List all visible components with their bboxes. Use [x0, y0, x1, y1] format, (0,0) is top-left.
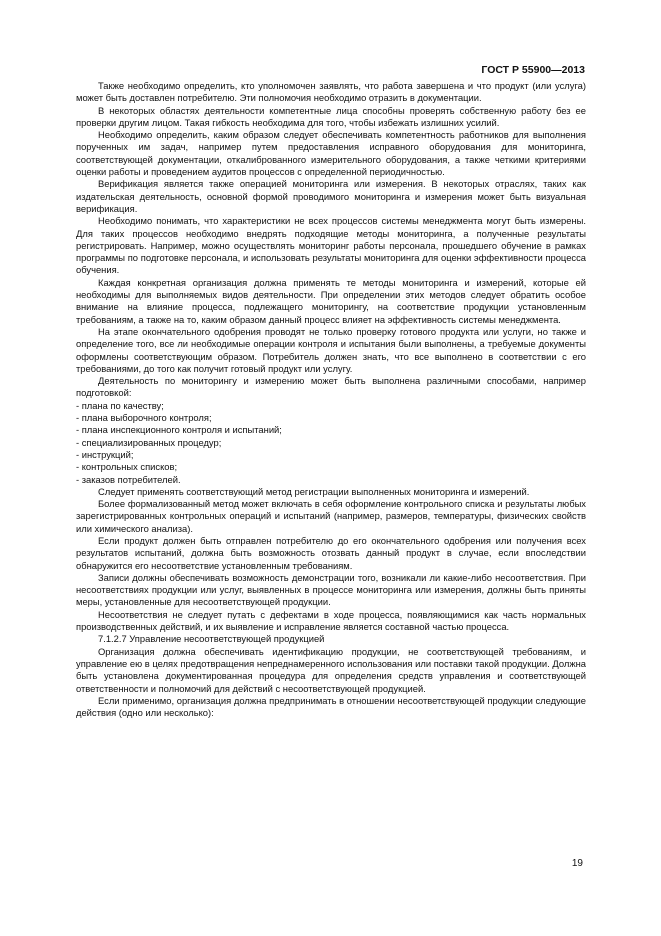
list-item: - плана выборочного контроля; [76, 412, 212, 424]
paragraph: Также необходимо определить, кто уполномочен заявлять, что работа завершена и что продукт (или услуга) может быть доставлен потребителю. Эти полномочия необходимо отразить в документации. [76, 80, 586, 104]
paragraph: Более формализованный метод может включать в себя оформление контрольного списка и результаты любых зарегистрированных контрольных операций и испытаний (например, размеров, температуры, физических свойств или химического анализа). [76, 498, 586, 534]
paragraph: Необходимо определить, каким образом следует обеспечивать компетентность работников для выполнения порученных им задач, например путем предоставления исправного оборудования для мониторинга, соответствующей документации, откалиброванного измерительного оборудования, а также четкими критериями оценки работы и проведением аудитов процессов с определенной периодичностью. [76, 129, 586, 178]
paragraph: Несоответствия не следует путать с дефектами в ходе процесса, появляющимися как часть нормальных производственных действий, и их выявление и исправление является составной частью процесса. [76, 608, 586, 633]
paragraph: Если продукт должен быть отправлен потребителю до его окончательного одобрения или получения всех результатов испытаний, должна быть возможность отозвать данный продукт в случае, если впоследствии обнаружится его несоответствие установленным требованиям. [76, 534, 586, 571]
paragraph: Организация должна обеспечивать идентификацию продукции, не соответствующей требованиям, и управление ею в целях предотвращения непреднамеренного использования или поставки такой продукции. Должна быть установлена документированная процедура для определения средств управления и соответствующей ответственности и полномочий для действий с несоответствующей продукцией. [76, 645, 586, 694]
list-item: - контрольных списков; [76, 461, 178, 473]
paragraph: Верификация является также операцией мониторинга или измерения. В некоторых отраслях, таких как издательская деятельность, основной формой проводимого мониторинга и измерения может быть визуальная верификация. [76, 178, 586, 214]
list-item: - инструкций; [76, 448, 134, 460]
paragraph: Записи должны обеспечивать возможность демонстрации того, возникали ли какие-либо несоответствия. При несоответствиях продукции или услуг, выявленных в процессе мониторинга или измерения, должны быть приняты меры, установленные для несоответствующей продукции. [76, 571, 586, 608]
paragraph: Каждая конкретная организация должна применять те методы мониторинга и измерений, которые ей необходимы для выполняемых видов деятельности. При определении этих методов следует обратить особое внимание на влияние процесса, подлежащего мониторингу, на соответствие продукции установленным требованиям, а также на то, каким образом данный процесс влияет на эффективность системы менеджмента. [76, 276, 586, 325]
paragraph: Деятельность по мониторингу и измерению может быть выполнена различными способами, например подготовкой: [76, 375, 586, 399]
document-header: ГОСТ Р 55900—2013 [481, 64, 585, 76]
list-item: - заказов потребителей. [76, 473, 181, 485]
bullet-list [76, 400, 586, 486]
paragraph: Необходимо понимать, что характеристики не всех процессов системы менеджмента могут быть измерены. Для таких процессов необходимо внедрять подходящие методы мониторинга, а полученные результаты регистрировать. Например, можно осуществлять мониторинг работы персонала, прошедшего обучение в рамках программы по подготовке персонала, и использовать результаты мониторинга для оценки эффективности процесса обучения. [76, 215, 586, 276]
paragraph: В некоторых областях деятельности компетентные лица способны проверять собственную работу без ее проверки другим лицом. Такая гибкость необходима для того, чтобы избежать излишних усилий. [76, 104, 586, 128]
page-number: 19 [571, 858, 583, 869]
list-item: - плана по качеству; [76, 399, 164, 411]
paragraph: Следует применять соответствующий метод регистрации выполненных мониторинга и измерений. [98, 485, 530, 497]
paragraph: Если применимо, организация должна предпринимать в отношении несоответствующей продукции следующие действия (одно или несколько): [76, 694, 586, 719]
page-content [76, 80, 586, 719]
section-heading: 7.1.2.7 Управление несоответствующей продукцией [98, 633, 325, 645]
list-item: - специализированных процедур; [76, 436, 222, 448]
list-item: - плана инспекционного контроля и испытаний; [76, 424, 282, 436]
paragraph: На этапе окончательного одобрения проводят не только проверку готового продукта или услуги, но также и определение того, все ли необходимые операции контроля и испытания были выполнены, а требуемые документы оформлены соответствующим образом. Потребитель должен знать, что все выполнено в соответствии с его требованиями, до того как получит готовый продукт или услугу. [76, 325, 586, 374]
